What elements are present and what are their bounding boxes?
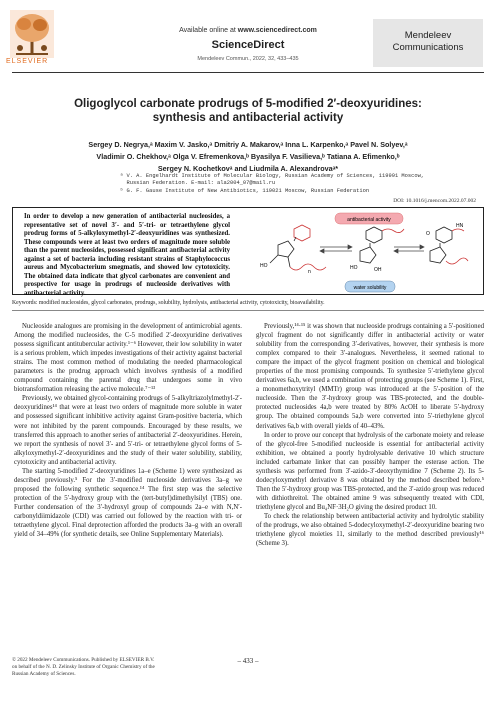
ho-label-1: HO (260, 263, 268, 269)
journal-name-box (373, 19, 483, 67)
ho-label-2: HO (350, 265, 358, 271)
nh-label: HN (456, 223, 464, 229)
copyright-line2: on behalf of the N. D. Zelinsky Institute of Organic Chemistry of the (12, 664, 155, 670)
paragraph: To check the relationship between antibacterial activity and hydrolytic stability of the prodrugs, we also obtained 5-dodecyloxymethyl-2′-deoxyuridine bearing two triethylene glycol moieties 11, similarly to the method described previously¹⁶ (Scheme 3). (256, 512, 484, 548)
abstract-text: In order to develop a new generation of antibacterial nucleosides, a representative set of novel 3′- and 5′-tri- or tetraethylene glycol prodrug forms of 5-alkyloxymethyl-2′-deoxyuridines was synthesized. These compounds were at least two orders of magnitude more soluble than the parent nucleosides, possessed significant antibacterial activity against a set of bacteria including resistant strains of Staphylococcus aureus and Mycobacterium smegmatis, and showed low cytotoxicity. The obtained data indicate that glycol carbonates are convenient and prospective for usage in prodrugs of nucleoside derivatives with antibacterial activity. (24, 213, 230, 297)
online-prefix: Available online at (179, 27, 238, 34)
paragraph: In order to prove our concept that hydrolysis of the carbonate moiety and release of the glycol-free 5-modified nucleoside is essential for antibacterial activity exhibition, we obtained a poorly hydrolysable derivative 10 which structure included carbamate linker that can possibly hamper the esterase action. The synthesis was performed from 3′-azido-3′-deoxythymidine 7 (Scheme 2). Its 5-dodecyloxymethyl derivative 8 was obtained by the method described before.⁵ Then the 5′-hydroxy group was TBS-protected, and the 3′-azido group was reduced with dithiothreitol. The obtained amine 9 was subsequently treated with CDI, triethylene glycol and Bu₄NF·3H₂O giving the desired product 10. (256, 431, 484, 511)
authors-line2: Vladimir O. Chekhov,ᵃ Olga V. Efremenkova,ᵇ Byasilya F. Vasilieva,ᵇ Tatiana A. Efimenko,ᵇ (96, 152, 400, 161)
page-number: – 433 – (237, 657, 259, 665)
affiliation-a-line2: Russian Federation. E-mail: ala2004_07@mail.ru (120, 180, 276, 187)
paragraph: The starting 5-modified 2′-deoxyuridines 1a–e (Scheme 1) were synthesized as described previously.⁵ For the 3′-modified nucleoside derivatives 3a–g we proposed the following synthetic sequence.¹⁴ The first step was the selective protection of the 5′-hydroxy group with the (tert-butyl)dimethylsilyl (TBS) one. Further condensation of the 3′-hydroxyl group of compounds 2a–e with N,N′-carbonyldiimidazole (CDI) was carried out followed by the reaction with tri- or tetraethylene glycol. Final deprotection afforded the products 3a–g with an overall yield of 34–49% (for synthetic details, see Online Supplementary Materials). (14, 467, 242, 539)
copyright-line1: © 2022 Mendeleev Communications. Published by ELSEVIER B.V. (12, 657, 155, 663)
doi-link[interactable]: DOI: 10.1016/j.mencom.2022.07.002 (393, 198, 476, 204)
body-column-right (256, 322, 484, 548)
article-title (30, 97, 466, 125)
affiliation-a-line1: ᵃ V. A. Engelhardt Institute of Molecular Biology, Russian Academy of Sciences, 119991 Moscow, (120, 173, 425, 179)
o-label: O (426, 231, 430, 237)
oh-label: OH (374, 267, 382, 273)
title-line2: synthesis and antibacterial activity (152, 112, 344, 124)
sciencedirect-brand: ScienceDirect (211, 39, 285, 51)
author-list (40, 139, 456, 175)
journal-name-line2: Communications (392, 42, 464, 53)
journal-citation: Mendeleev Commun., 2022, 32, 433–435 (197, 56, 299, 62)
authors-line3: Sergey N. Kochetkovᵃ and Liudmila A. Alexandrovaᵃ* (157, 164, 339, 173)
nucleoside-structure (360, 227, 404, 263)
journal-header (0, 0, 496, 70)
solubility-label: water solubility (353, 285, 387, 291)
activity-label: antibacterial activity (347, 217, 391, 223)
keywords-divider (12, 310, 484, 311)
elsevier-wordmark: ELSEVIER (6, 58, 49, 65)
prodrug-structure-right (430, 227, 468, 264)
keywords: Keywords: modified nucleosides, glycol carbonates, prodrugs, solubility, hydrolysis, antibacterial activity, cytotoxicity, bioavailability. (12, 300, 325, 306)
graphical-abstract (250, 211, 480, 295)
paragraph: Nucleoside analogues are promising in the development of antimicrobial agents. Among the modified nucleosides, the C-5 modified 2′-deoxyuridine derivatives possess significant antitubercular activity.¹⁻⁶ However, their low solubility in water is a serious problem, which impedes investigations of their activity against bacterial strains. The most common method of modulating the needed pharmacological parameters is the prodrug approach which involves synthesis of a modified compound containing the parental drug that undergoes some in vivo biotransformation releasing the active molecule.⁷⁻¹³ (14, 323, 243, 394)
copyright-line3: Russian Academy of Sciences. (12, 671, 76, 677)
paragraph: Previously,¹⁴·¹⁵ it was shown that nucleoside prodrugs containing a 5′-positioned glycol fragment do not significantly differ in antibacterial activity or water solubility from the corresponding 3′-derivatives, however, their synthesis is more complex compared to their 3′-analogues. Nevertheless, it seemed rational to compare the impact of the glycol fragment position on chemical and biological properties of the most promising compounds. To synthesize 5′-triethylene glycol derivatives 6a,b, we used a combination of protecting groups (see Scheme 1). First, a monomethoxytrityl (MMTr) group was introduced at the 5′-position of the nucleoside. Then the 3′-hydroxy group was TBS-protected, and the double-protected nucleosides 4a,b were treated by 80% AcOH to liberate 5′-hydroxy group. The obtained compounds 5a,b were converted into 5′-triethylene glycol derivatives 6a,b with overall yields of 40–43%. (256, 323, 484, 430)
body-column-left (14, 322, 242, 539)
paragraph: Previously, we obtained glycol-containing prodrugs of 5-alkyltriazolylmethyl-2′-deoxyuridines¹⁴ that were at least two orders of magnitude more soluble in water and possessed significant inhibitive activity against Gram-positive bacteria, which were not inhibited by the parent compounds. Encouraged by these results, we transferred this approach to another series of antibacterial 2′-deoxyuridines. Herein, we report the synthesis of novel 3′- and 5′-tri- or tetraethylene glycol forms of 5-alkyloxymethyl-2′-deoxyuridines and the study of their water solubility, stability, cytotoxicity and antibacterial activity. (14, 395, 242, 466)
journal-name-line1: Mendeleev (404, 30, 452, 41)
header-divider (12, 72, 484, 73)
affiliations (120, 173, 440, 195)
sciencedirect-link[interactable]: www.sciencedirect.com (237, 27, 317, 34)
n-label: n (308, 269, 311, 275)
affiliation-b: ᵇ G. F. Gause Institute of New Antibiotics, 119021 Moscow, Russian Federation (120, 187, 370, 194)
authors-line1: Sergey D. Negrya,ᵃ Maxim V. Jasko,ᵃ Dmitriy A. Makarov,ᵃ Inna L. Karpenko,ᵃ Pavel N. Solyev,ᵃ (88, 140, 408, 149)
prodrug-structure (270, 225, 326, 270)
title-line1: Oligoglycol carbonate prodrugs of 5-modified 2′-deoxyuridines: (74, 98, 422, 110)
